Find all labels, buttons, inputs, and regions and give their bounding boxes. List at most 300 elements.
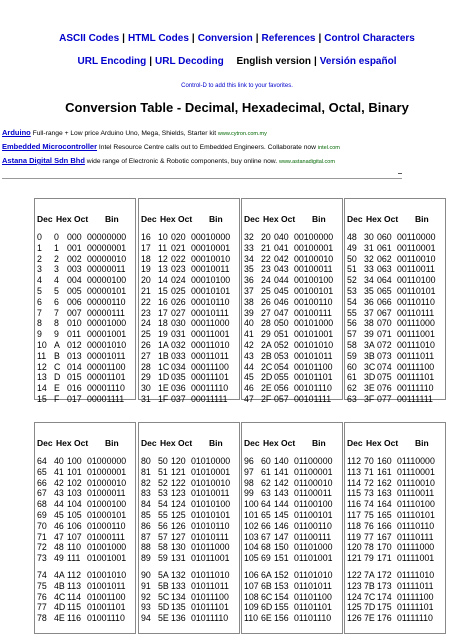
ad-text: wide range of Electronic & Robotic components, buy online now. [86,158,278,165]
cell-oct: 001 [67,242,82,253]
cell-oct: 022 [171,253,186,264]
cell-bin: 01111011 [397,580,434,591]
cell-oct: 171 [377,553,392,564]
cell-bin: 00100110 [294,296,333,307]
cell-dec: 56 [347,318,357,329]
cell-hex: 34 [364,275,374,286]
cell-bin: 00101011 [294,350,333,361]
cell-oct: 071 [377,329,392,340]
cell-dec: 38 [244,296,254,307]
cell-bin: 01100111 [294,531,332,542]
cell-oct: 155 [274,602,289,613]
ad-url[interactable]: www.astanadigital.com [278,159,335,165]
column-header-bin: Bin [415,214,429,224]
table-row [345,340,445,350]
nav-row-primary [0,33,474,44]
cell-hex: 69 [261,553,271,564]
cell-dec: 122 [347,570,362,580]
cell-dec: 118 [347,520,362,531]
cell-hex: 63 [261,488,271,499]
cell-oct: 141 [274,466,289,477]
cell-bin: 00001001 [87,329,127,340]
cell-dec: 48 [347,232,357,242]
table-row [242,297,342,307]
cell-bin: 01000110 [87,520,126,531]
cell-hex: 7E [364,613,375,624]
table-row [35,329,135,339]
cell-bin: 00001101 [87,372,126,383]
cell-hex: 2D [261,372,273,383]
cell-bin: 01101101 [294,602,332,613]
table-row [35,478,135,488]
cell-oct: 011 [67,329,82,340]
cell-dec: 69 [37,510,47,520]
cell-bin: 00011101 [191,372,229,383]
cell-hex: 4C [54,591,66,602]
cell-bin: 01001101 [87,602,126,613]
cell-bin: 00100000 [294,232,334,242]
cell-hex: 14 [158,275,168,286]
cell-hex: 22 [261,253,271,264]
nav-link-references[interactable]: References [261,33,316,44]
cell-bin: 00100011 [294,264,333,275]
table-row [345,592,445,602]
cell-bin: 01011101 [191,602,229,613]
cell-oct: 132 [171,570,186,580]
cell-hex: 23 [261,264,271,275]
cell-bin: 01010010 [191,477,231,488]
cell-hex: 5B [158,580,169,591]
cell-hex: C [54,361,61,372]
table-block [344,422,446,634]
cell-hex: 4A [54,570,65,580]
column-header-hex: Hex [263,214,279,224]
cell-oct: 003 [67,264,82,275]
cell-dec: 5 [37,286,42,296]
cell-oct: 047 [274,307,289,318]
ad-item [2,128,402,142]
table-row [345,264,445,274]
cell-oct: 130 [171,542,186,553]
ad-text: Intel Resource Centre calls out to Embedded Engineers. Collaborate now [98,144,316,151]
column-header-bin: Bin [312,214,326,224]
cell-bin: 01011110 [191,613,229,624]
cell-hex: 43 [54,488,64,499]
cell-bin: 01110011 [397,488,435,499]
nav-separator: | [122,33,125,44]
cell-bin: 01100010 [294,477,333,488]
cell-oct: 107 [67,531,82,542]
cell-dec: 99 [244,488,254,499]
cell-hex: 32 [364,253,374,264]
cell-hex: 1F [158,394,169,404]
ad-title-link[interactable]: Embedded Microcontroller [2,142,98,151]
cell-hex: 41 [54,466,64,477]
table-row [139,467,239,477]
cell-dec: 16 [141,232,151,242]
cell-oct: 163 [377,488,392,499]
cell-dec: 27 [141,350,151,361]
cell-bin: 01110100 [397,499,435,510]
cell-hex: 15 [158,286,168,296]
cell-dec: 84 [141,499,151,510]
cell-oct: 122 [171,477,186,488]
cell-hex: 64 [261,499,271,510]
nav-link-spanish-version[interactable]: Versión español [319,56,397,67]
cell-hex: 6 [54,296,59,307]
column-header-hex: Hex [263,438,279,448]
cell-oct: 036 [171,383,186,394]
cell-oct: 033 [171,350,186,361]
cell-hex: 49 [54,553,64,564]
cell-bin: 00010111 [191,307,229,318]
cell-bin: 01100000 [294,456,333,466]
ad-url[interactable]: www.cytron.com.my [217,131,267,137]
page-title: Conversion Table - Decimal, Hexadecimal, Octal, Binary [65,100,409,115]
cell-hex: 61 [261,466,271,477]
cell-hex: 71 [364,466,374,477]
cell-bin: 01111100 [397,591,434,602]
cell-dec: 49 [347,242,357,253]
cell-oct: 042 [274,253,289,264]
table-row [35,232,135,242]
cell-bin: 01001110 [87,613,125,624]
table-row [345,275,445,285]
cell-hex: 44 [54,499,64,510]
cell-bin: 00011000 [191,318,230,329]
cell-hex: 1E [158,383,169,394]
cell-oct: 053 [274,350,289,361]
table-row [345,254,445,264]
cell-dec: 9 [37,329,42,340]
cell-oct: 017 [67,394,82,404]
ad-title-link[interactable]: Arduino [2,128,31,137]
cell-hex: 68 [261,542,271,553]
cell-bin: 01000111 [87,531,125,542]
table-row [345,383,445,393]
table-row [242,394,342,404]
table-row [35,254,135,264]
cell-bin: 00010000 [191,232,231,242]
cell-dec: 103 [244,531,259,542]
cell-dec: 124 [347,591,362,602]
cell-bin: 00000011 [87,264,126,275]
cell-hex: 58 [158,542,168,553]
cell-hex: 24 [261,275,271,286]
cell-bin: 00010011 [191,264,230,275]
cell-oct: 176 [377,613,392,624]
cell-oct: 060 [377,232,392,242]
table-row [35,308,135,318]
table-row [345,613,445,623]
cell-bin: 00001110 [87,383,125,394]
nav-separator: | [318,33,322,44]
cell-oct: 010 [67,318,82,329]
cell-hex: 67 [261,531,271,542]
cell-bin: 00010010 [191,253,231,264]
cell-bin: 00000001 [87,242,127,253]
table-row [35,521,135,531]
cell-oct: 162 [377,477,392,488]
cell-dec: 116 [347,499,362,510]
cell-bin: 00111010 [397,340,435,350]
cell-oct: 144 [274,499,289,510]
cell-oct: 044 [274,275,289,286]
table-row [35,488,135,498]
cell-dec: 42 [244,340,254,350]
cell-oct: 120 [171,456,186,466]
cell-dec: 67 [37,488,47,499]
table-row [345,329,445,339]
table-row [139,351,239,361]
cell-oct: 005 [67,286,82,296]
cell-dec: 26 [141,340,151,350]
column-header-dec: Dec [244,438,260,448]
cell-oct: 064 [377,275,392,286]
table-row [242,542,342,552]
cell-dec: 107 [244,580,259,591]
cell-hex: 18 [158,318,168,329]
cell-hex: 26 [261,296,271,307]
cell-bin: 01010001 [191,466,231,477]
cell-bin: 01101010 [294,570,333,580]
cell-bin: 00110010 [397,253,436,264]
cell-hex: 77 [364,531,374,542]
cell-dec: 53 [347,286,357,296]
cell-dec: 19 [141,264,151,275]
cell-dec: 55 [347,307,357,318]
cell-dec: 39 [244,307,254,318]
cell-dec: 114 [347,477,362,488]
cell-bin: 00011011 [191,350,229,361]
cell-dec: 25 [141,329,151,340]
cell-oct: 072 [377,340,392,350]
cell-hex: 6D [261,602,273,613]
cell-bin: 01000100 [87,499,127,510]
cell-hex: 7D [364,602,376,613]
cell-bin: 00100010 [294,253,334,264]
cell-dec: 117 [347,510,362,520]
cell-oct: 066 [377,296,392,307]
cell-oct: 065 [377,286,392,296]
table-row [35,362,135,372]
table-row [139,275,239,285]
cell-hex: 57 [158,531,168,542]
cell-oct: 034 [171,361,186,372]
cell-bin: 00000101 [87,286,127,296]
table-row [35,499,135,509]
nav-link-ascii-codes[interactable]: ASCII Codes [59,33,120,44]
cell-bin: 00111001 [397,329,435,340]
table-row [35,243,135,253]
nav-link-control-characters[interactable]: Control Characters [324,33,415,44]
cell-dec: 45 [244,372,254,383]
cell-dec: 112 [347,456,362,466]
cell-oct: 114 [67,591,82,602]
cell-bin: 01010111 [191,531,229,542]
cell-hex: 16 [158,296,168,307]
cell-bin: 01000000 [87,456,127,466]
table-row [242,286,342,296]
cell-dec: 63 [347,394,357,404]
table-row [242,254,342,264]
table-row [139,510,239,520]
cell-oct: 127 [171,531,186,542]
cell-oct: 143 [274,488,289,499]
table-row [139,488,239,498]
table-row [345,488,445,498]
cell-hex: 3A [364,340,375,350]
cell-bin: 00111111 [397,394,433,404]
cell-dec: 91 [141,580,151,591]
cell-hex: 1A [158,340,169,350]
cell-hex: D [54,372,61,383]
cell-bin: 00110110 [397,296,435,307]
table-block [241,198,343,404]
cell-hex: 40 [54,456,64,466]
cell-oct: 004 [67,275,82,286]
cell-dec: 105 [244,553,259,564]
cell-oct: 112 [67,570,82,580]
cell-hex: 60 [261,456,271,466]
table-row [242,372,342,382]
cell-hex: 5D [158,602,170,613]
cell-oct: 040 [274,232,289,242]
nav-link-html-codes[interactable]: HTML Codes [127,33,189,44]
cell-hex: 53 [158,488,168,499]
column-header-bin: Bin [415,438,429,448]
cell-dec: 82 [141,477,151,488]
ad-url[interactable]: intel.com [317,145,340,151]
cell-oct: 170 [377,542,392,553]
cell-hex: 17 [158,307,168,318]
cell-dec: 102 [244,520,259,531]
cell-hex: 3 [54,264,59,275]
nav-separator: | [255,33,259,44]
cell-dec: 68 [37,499,47,510]
cell-bin: 01110101 [397,510,435,520]
table-row [242,383,342,393]
cell-hex: 70 [364,456,374,466]
cell-hex: B [54,350,60,361]
table-row [345,456,445,466]
table-row [139,264,239,274]
table-row [242,553,342,563]
cell-bin: 00000000 [87,232,127,242]
cell-oct: 173 [377,580,392,591]
cell-dec: 85 [141,510,151,520]
cell-oct: 115 [67,602,82,613]
cell-hex: 4B [54,580,65,591]
cell-dec: 119 [347,531,362,542]
table-row [139,602,239,612]
cell-dec: 3 [37,264,42,275]
table-row [139,286,239,296]
table-row [242,243,342,253]
cell-bin: 00011110 [191,383,229,394]
cell-dec: 32 [244,232,254,242]
cell-oct: 124 [171,499,186,510]
cell-oct: 013 [67,350,82,361]
table-row [139,592,239,602]
cell-oct: 024 [171,275,186,286]
cell-oct: 006 [67,296,82,307]
favorites-hint: Control-D to add this link to your favorites. [181,83,293,89]
cell-dec: 54 [347,296,357,307]
cell-hex: 2A [261,340,272,350]
cell-bin: 00100100 [294,275,334,286]
cell-hex: 38 [364,318,374,329]
cell-dec: 109 [244,602,259,613]
cell-dec: 36 [244,275,254,286]
cell-bin: 00100001 [294,242,334,253]
cell-oct: 057 [274,394,289,404]
table-block [34,198,136,404]
cell-bin: 01101000 [294,542,333,553]
cell-dec: 100 [244,499,259,510]
cell-hex: 2E [261,383,272,394]
nav-separator: | [149,56,153,67]
ad-title-link[interactable]: Astana Digital Sdn Bhd [2,156,85,165]
table-row [242,488,342,498]
nav-link-url-encoding[interactable]: URL Encoding [77,56,147,67]
table-row [139,553,239,563]
column-header-oct: Oct [178,214,193,224]
cell-hex: 4D [54,602,66,613]
cell-dec: 83 [141,488,151,499]
cell-hex: 59 [158,553,168,564]
cell-bin: 00000010 [87,253,127,264]
cell-hex: 3D [364,372,376,383]
cell-hex: 27 [261,307,271,318]
cell-oct: 131 [171,553,186,564]
table-row [242,275,342,285]
cell-oct: 101 [67,466,82,477]
cell-bin: 00101001 [294,329,334,340]
cell-bin: 01110110 [397,520,435,531]
cell-bin: 00101010 [294,340,334,350]
table-row [345,372,445,382]
cell-hex: 20 [261,232,271,242]
cell-bin: 00101000 [294,318,334,329]
cell-dec: 110 [244,613,259,624]
table-row [139,478,239,488]
cell-dec: 15 [37,394,47,404]
nav-link-conversion[interactable]: Conversion [197,33,253,44]
column-header-bin: Bin [209,438,223,448]
cell-dec: 28 [141,361,151,372]
table-row [35,383,135,393]
table-row [139,581,239,591]
table-row [139,318,239,328]
cell-hex: 1D [158,372,170,383]
table-row [35,592,135,602]
cell-dec: 104 [244,542,259,553]
cell-bin: 00000111 [87,307,125,318]
cell-bin: 01011011 [191,580,229,591]
cell-hex: 13 [158,264,168,275]
cell-bin: 01111110 [397,613,433,624]
table-row [345,318,445,328]
cell-bin: 01100110 [294,520,332,531]
cell-bin: 00011100 [191,361,229,372]
nav-link-url-decoding[interactable]: URL Decoding [155,56,224,67]
column-header-hex: Hex [366,438,382,448]
table-row [242,232,342,242]
nav-separator: | [313,56,317,67]
cell-dec: 22 [141,296,151,307]
table-row [345,478,445,488]
